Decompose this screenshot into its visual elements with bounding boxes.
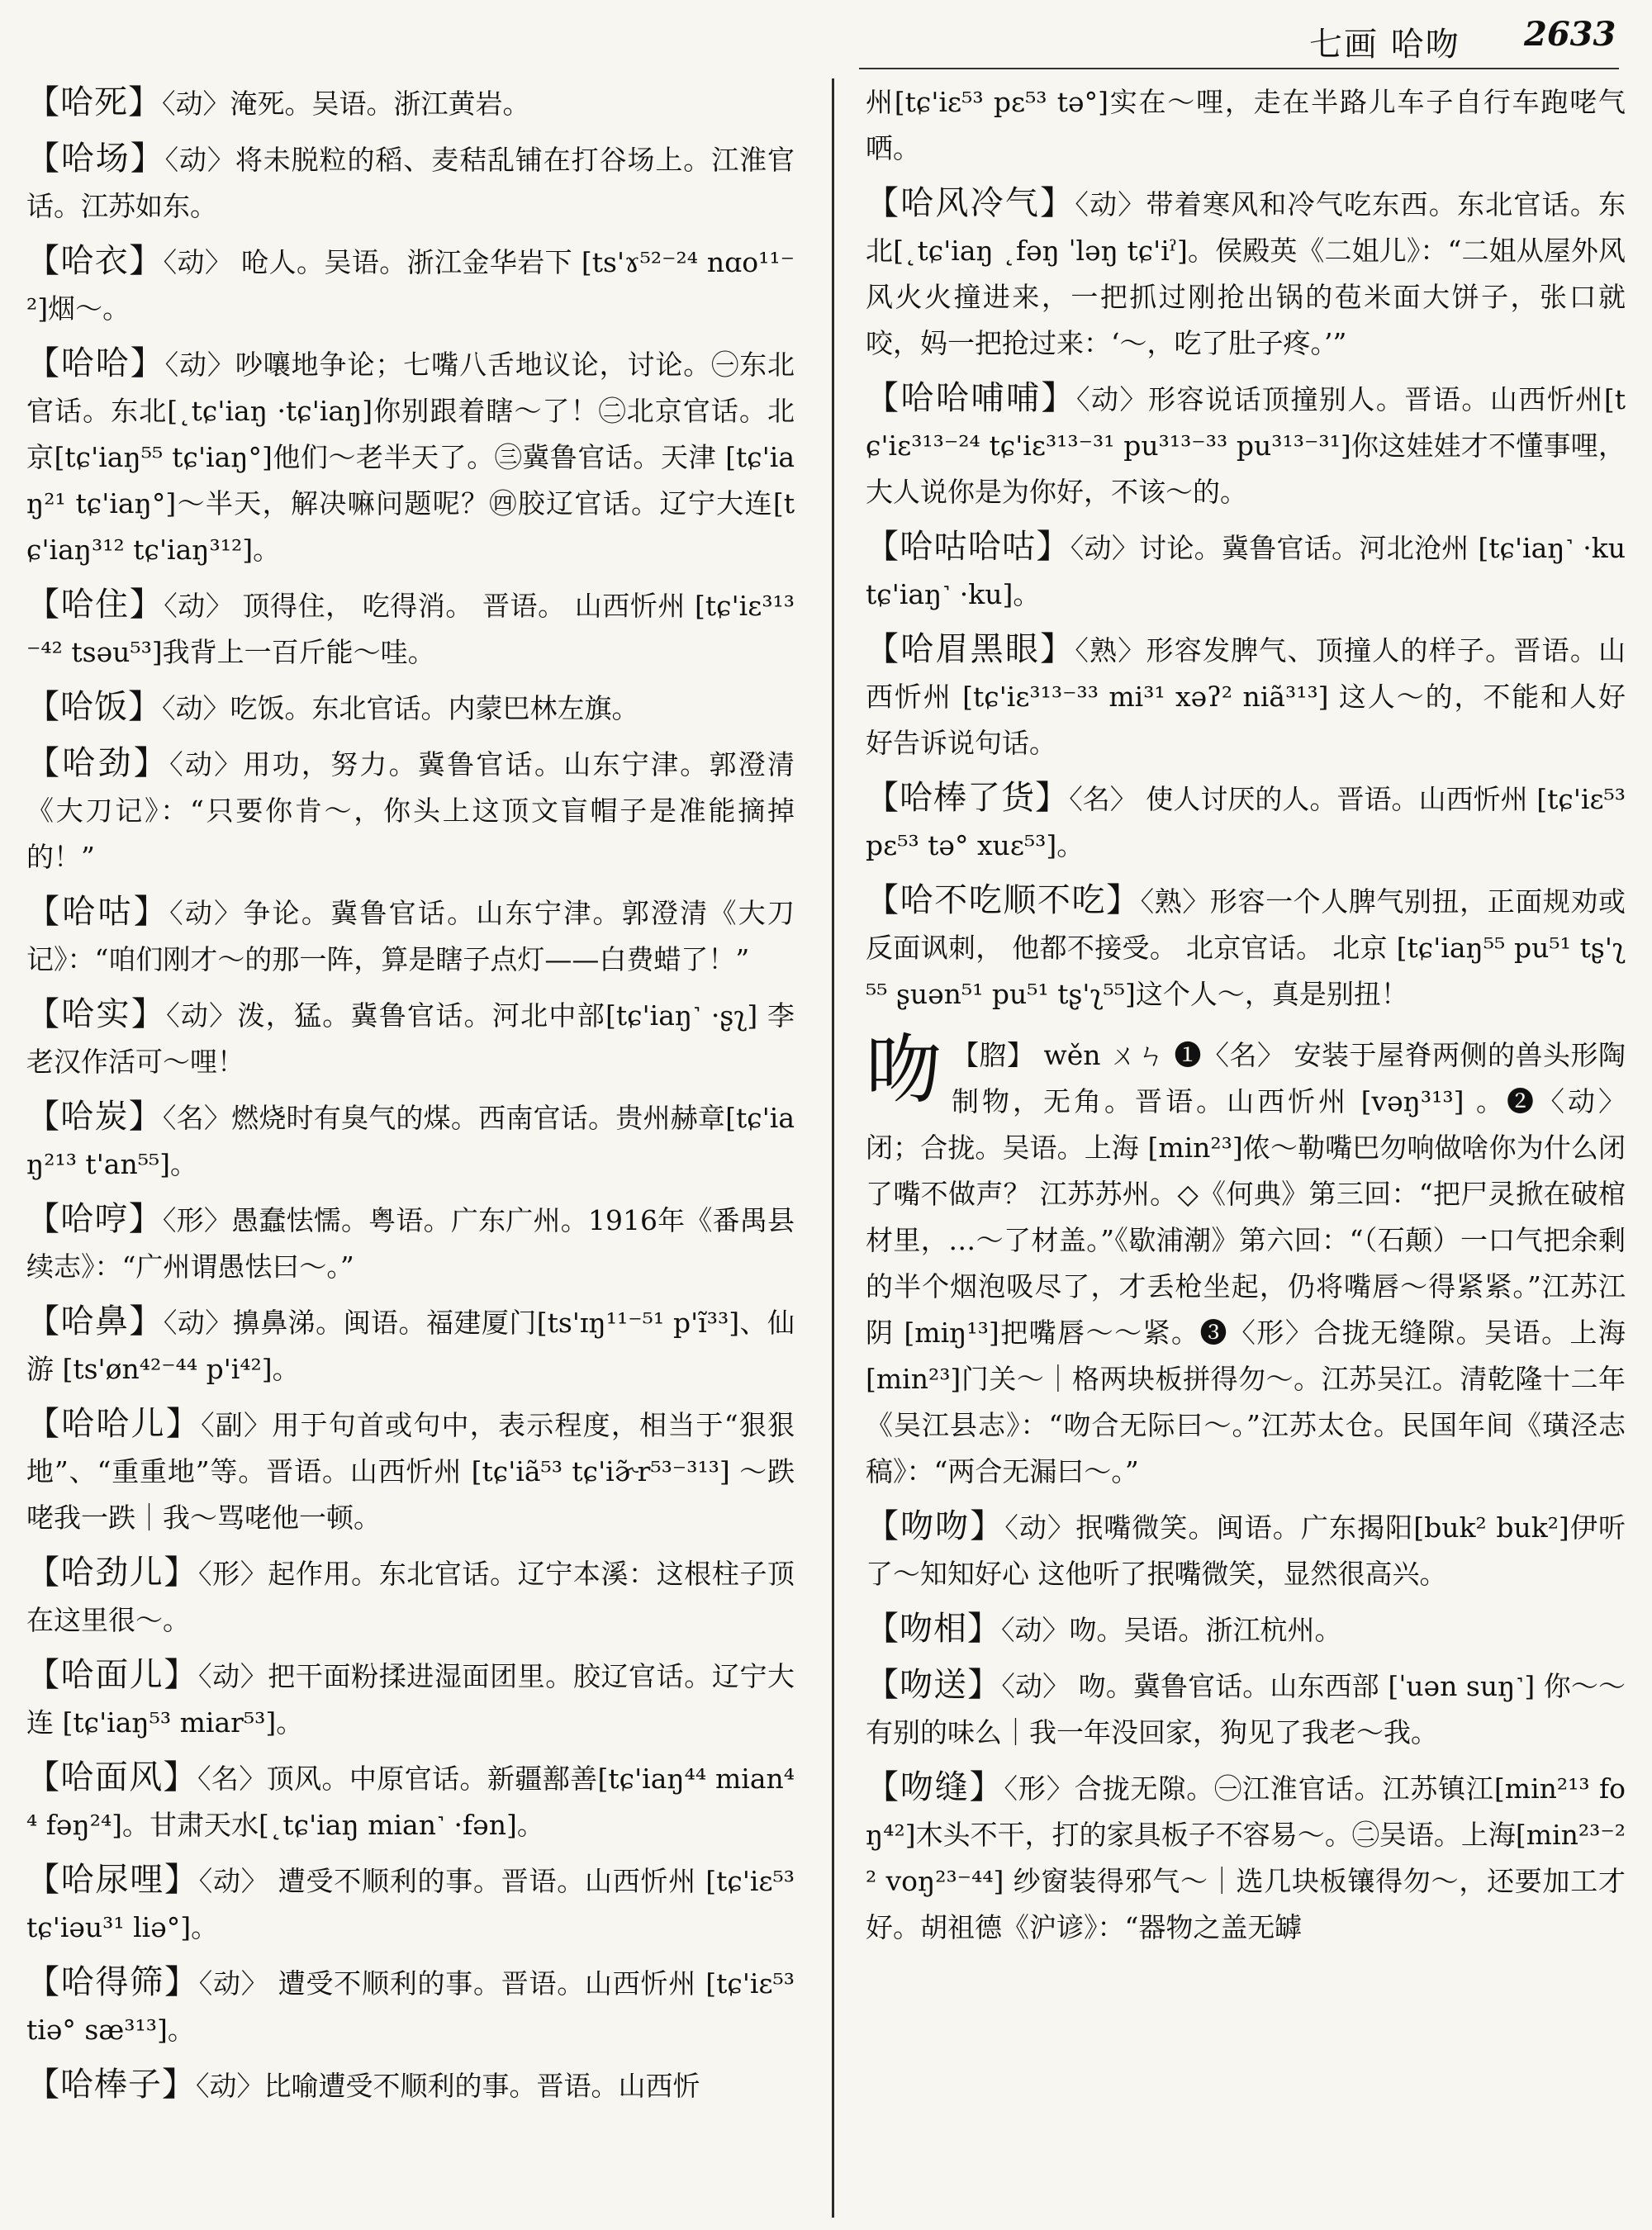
entry-definition: 〈动〉用功，努力。冀鲁官话。山东宁津。郭澄清《大刀记》：“只要你肯～，你头上这顶文盲帽子是准能摘掉的！” <box>26 748 795 873</box>
dictionary-entry <box>26 340 795 573</box>
header-rule <box>859 68 1619 69</box>
dictionary-entry <box>866 1662 1626 1756</box>
entry-definition: 〈熟〉形容发脾气、顶撞人的样子。晋语。山西忻州 [tɕ'iɛ³¹³⁻³³ mi³¹ xəʔ² niã³¹³] 这人～的，不能和人好好告诉说句话。 <box>866 634 1626 759</box>
entry-headword: 【 哈衣 】 <box>26 242 164 280</box>
entry-headword: 【 哈面儿 】 <box>26 1656 198 1694</box>
dictionary-entry <box>26 1959 795 2053</box>
dictionary-entry <box>866 375 1626 515</box>
dictionary-entry <box>26 991 795 1085</box>
dictionary-entry <box>26 740 795 880</box>
dictionary-entry <box>866 877 1626 1018</box>
char-headword: 吻 <box>866 1026 942 1114</box>
entry-definition: 〈动〉形容说话顶撞别人。晋语。山西忻州[tɕ'iɛ³¹³⁻²⁴ tɕ'iɛ³¹³⁻³¹ pu³¹³⁻³³ pu³¹³⁻³¹]你这娃娃才不懂事哩，大人说你是为你好，不该～的。 <box>866 383 1626 508</box>
entry-headword: 【 哈实 】 <box>26 995 166 1033</box>
dictionary-entry <box>26 1857 795 1951</box>
entry-definition: 〈动〉 顶得住， 吃得消。 晋语。 山西忻州 [tɕ'iɛ³¹³⁻⁴² tsəu⁵³]我背上一百斤能～哇。 <box>26 590 795 668</box>
char-definition: 【脗】 wěn ㄨㄣ ❶〈名〉 安装于屋脊两侧的兽头形陶制物，无角。晋语。山西忻州 [vəŋ³¹³] 。❷〈动〉 闭；合拢。吴语。上海 [min²³]侬～勒嘴巴勿响做啥你为什么闭了嘴不做声？ 江苏苏州。◇《何典》第三回：“把尸灵掀在破棺材里，…～了材盖。”《歇浦潮》第六回：“（石颠）一口气把余剩的半个烟泡吸尽了，才丢枪坐起，仍将嘴唇～得紧紧。”江苏江阴 [miŋ¹³]把嘴唇～～紧。❸〈形〉合拢无缝隙。吴语。上海 [min²³]门关～｜格两块板拼得勿～。江苏吴江。清乾隆十二年《吴江县志》：“吻合无际曰～。”江苏太仓。民国年间《璜泾志稿》：“两合无漏曰～。” <box>866 1039 1626 1487</box>
page-number: 2633 <box>1524 15 1616 54</box>
entry-headword: 【 哈棒了货 】 <box>866 779 1069 817</box>
dictionary-entry <box>26 1094 795 1188</box>
entry-definition: 〈动〉将未脱粒的稻、麦秸乱铺在打谷场上。江淮官话。江苏如东。 <box>26 144 795 222</box>
entry-definition: 〈动〉 遭受不顺利的事。晋语。山西忻州 [tɕ'iɛ⁵³ tiə° sæ³¹³]。 <box>26 1967 795 2046</box>
dictionary-entry <box>26 2062 795 2109</box>
entry-definition: 〈动〉泼，猛。冀鲁官话。河北中部[tɕ'iaŋ˺ ·ʂʅ] 李老汉作活可～哩！ <box>26 999 795 1078</box>
entry-definition: 〈动〉 遭受不顺利的事。晋语。山西忻州 [tɕ'iɛ⁵³ tɕ'iəu³¹ liə°]。 <box>26 1865 795 1943</box>
entry-headword: 【 哈咕哈咕 】 <box>866 528 1070 566</box>
entry-headword: 【 吻吻 】 <box>866 1507 1004 1545</box>
entry-definition: 〈名〉 使人讨厌的人。晋语。山西忻州 [tɕ'iɛ⁵³ pɛ⁵³ tə° xuɛ⁵³]。 <box>866 783 1626 861</box>
dictionary-entry <box>26 684 795 732</box>
right-entries-bottom <box>866 1503 1626 1951</box>
entry-headword: 【 哈死 】 <box>26 83 162 121</box>
dictionary-entry <box>26 79 795 127</box>
entry-headword: 【 吻缝 】 <box>866 1768 1004 1806</box>
dictionary-entry <box>866 524 1626 618</box>
entry-definition: 〈动〉吵嚷地争论；七嘴八舌地议论，讨论。㊀东北官话。东北[˛tɕ'iaŋ ·tɕ'iaŋ]你别跟着瞎～了！㊁北京官话。北京[tɕ'iaŋ⁵⁵ tɕ'iaŋ°]他们～老半天了。㊂冀鲁官话。天津 [tɕ'iaŋ²¹ tɕ'iaŋ°]～半天，解决嘛问题呢？㊃胶辽官话。辽宁大连[tɕ'iaŋ³¹² tɕ'iaŋ³¹²]。 <box>26 349 795 566</box>
column-divider <box>832 78 834 2218</box>
entry-definition: 〈熟〉形容一个人脾气别扭，正面规劝或反面讽刺， 他都不接受。 北京官话。 北京 [tɕ'iaŋ⁵⁵ pu⁵¹ tʂ'ʅ⁵⁵ ʂuən⁵¹ pu⁵¹ tʂ'ʅ⁵⁵]这个人～，真是别扭！ <box>866 885 1626 1010</box>
dictionary-entry <box>26 135 795 230</box>
dictionary-entry <box>26 1196 795 1290</box>
entry-definition: 〈动〉擤鼻涕。闽语。福建厦门[ts'ɪŋ¹¹⁻⁵¹ p'ĩ³³]、仙游 [ts'øn⁴²⁻⁴⁴ p'i⁴²]。 <box>26 1307 795 1385</box>
dictionary-entry <box>866 79 1626 172</box>
entry-headword: 【 哈得筛 】 <box>26 1963 199 2001</box>
entry-headword: 【 吻相 】 <box>866 1610 1001 1648</box>
entry-headword: 【 吻送 】 <box>866 1666 1001 1704</box>
entry-definition: 州[tɕ'iɛ⁵³ pɛ⁵³ tə°]实在～哩，走在半路儿车子自行车跑咾气哂。 <box>866 86 1626 164</box>
entry-definition: 〈动〉淹死。吴语。浙江黄岩。 <box>162 88 530 120</box>
entry-definition: 〈动〉带着寒风和冷气吃东西。东北官话。东北[˛tɕ'iaŋ ˛fəŋ ˈləŋ tɕ'iˀ]。侯殿英《二姐儿》：“二姐从屋外风风火火撞进来，一把抓过刚抢出锅的苞米面大饼子，张口就咬，妈一把抢过来：‘～，吃了肚子疼。’” <box>866 188 1626 359</box>
entry-definition: 〈动〉把干面粉揉进湿面团里。胶辽官话。辽宁大连 [tɕ'iaŋ⁵³ miar⁵³]。 <box>26 1660 795 1739</box>
dictionary-entry <box>866 180 1626 367</box>
entry-headword: 【 哈鼻 】 <box>26 1302 164 1340</box>
dictionary-entry <box>866 626 1626 766</box>
entry-definition: 〈动〉抿嘴微笑。闽语。广东揭阳[buk² buk²]伊听了～知知好心 这他听了抿嘴微笑，显然很高兴。 <box>866 1511 1626 1590</box>
entry-headword: 【 哈咕 】 <box>26 893 169 931</box>
entry-definition: 〈动〉 呛人。吴语。浙江金华岩下 [ts'ɤ⁵²⁻²⁴ nɑo¹¹⁻²]烟～。 <box>26 246 795 325</box>
dictionary-entry <box>26 1401 795 1541</box>
dictionary-entry <box>26 1754 795 1848</box>
char-entry <box>866 1026 1626 1495</box>
entry-definition: 〈形〉愚蠢怯懦。粤语。广东广州。1916年《番禺县续志》：“广州谓愚怯曰～。” <box>26 1204 795 1283</box>
entry-definition: 〈动〉比喻遭受不顺利的事。晋语。山西忻 <box>196 2070 700 2102</box>
dictionary-entry <box>866 1764 1626 1951</box>
entry-headword: 【 哈眉黑眼 】 <box>866 630 1075 668</box>
entry-definition: 〈形〉起作用。东北官话。辽宁本溪：这根柱子顶在这里很～。 <box>26 1558 795 1636</box>
dictionary-entry <box>26 889 795 983</box>
entry-definition: 〈动〉吻。吴语。浙江杭州。 <box>1001 1614 1342 1646</box>
entry-definition: 〈动〉 吻。冀鲁官话。山东西部 [ˈuən suŋ˺] 你～～有别的味么｜我一年没回家，狗见了我老～我。 <box>866 1670 1626 1748</box>
section-title: 七画 哈吻 <box>1309 26 1460 64</box>
entry-headword: 【 哈哈儿 】 <box>26 1405 201 1443</box>
entry-headword: 【 哈场 】 <box>26 140 165 178</box>
entry-headword: 【 哈饭 】 <box>26 688 162 726</box>
entry-headword: 【 哈劲儿 】 <box>26 1554 198 1592</box>
right-entries-top <box>866 79 1626 1018</box>
entry-definition: 〈形〉合拢无隙。㊀江淮官话。江苏镇江[min²¹³ foŋ⁴²]木头不干，打的家具板子不容易～。㊁吴语。上海[min²³⁻²² voŋ²³⁻⁴⁴] 纱窗装得邪气～｜选几块板镶得勿～，还要加工才好。胡祖德《沪谚》：“器物之盖无罅 <box>866 1772 1626 1943</box>
entry-headword: 【 哈住 】 <box>26 586 164 624</box>
dictionary-entry <box>26 1549 795 1644</box>
entry-definition: 〈名〉燃烧时有臭气的煤。西南官话。贵州赫章[tɕ'iaŋ²¹³ t'an⁵⁵]。 <box>26 1102 795 1180</box>
entry-definition: 〈动〉吃饭。东北官话。内蒙巴林左旗。 <box>162 692 639 724</box>
entry-definition: 〈动〉争论。冀鲁官话。山东宁津。郭澄清《大刀记》：“咱们刚才～的那一阵，算是瞎子点灯——白费蜡了！” <box>26 897 795 975</box>
dictionary-entry <box>866 775 1626 869</box>
left-column <box>26 79 795 2118</box>
entry-headword: 【 哈哈哺哺 】 <box>866 379 1076 417</box>
dictionary-entry <box>26 238 795 332</box>
entry-headword: 【 哈炭 】 <box>26 1098 163 1136</box>
entry-headword: 【 哈不吃顺不吃 】 <box>866 881 1141 919</box>
entry-headword: 【 哈尿哩 】 <box>26 1861 199 1899</box>
entry-headword: 【 哈面风 】 <box>26 1758 197 1796</box>
entry-headword: 【 哈劲 】 <box>26 744 169 782</box>
dictionary-entry <box>866 1606 1626 1654</box>
dictionary-entry <box>866 1503 1626 1597</box>
entry-headword: 【 哈哼 】 <box>26 1200 163 1238</box>
page-header <box>0 12 1652 69</box>
entry-definition: 〈名〉顶风。中原官话。新疆鄯善[tɕ'iaŋ⁴⁴ mian⁴⁴ fəŋ²⁴]。甘肃天水[˛tɕ'iaŋ mian˺ ·fən]。 <box>26 1763 795 1841</box>
dictionary-entry <box>26 1652 795 1746</box>
entry-headword: 【 哈风冷气 】 <box>866 184 1075 222</box>
entry-definition: 〈副〉用于句首或句中，表示程度，相当于“狠狠地”、“重重地”等。晋语。山西忻州 [tɕ'iã⁵³ tɕ'iɚ̃r⁵³⁻³¹³] ～跌咾我一跌｜我～骂咾他一顿。 <box>26 1409 795 1534</box>
entry-headword: 【 哈棒子 】 <box>26 2066 196 2104</box>
dictionary-entry <box>26 581 795 676</box>
entry-headword: 【 哈哈 】 <box>26 344 165 382</box>
right-column <box>866 79 1626 1959</box>
dictionary-entry <box>26 1298 795 1393</box>
entry-definition: 〈动〉讨论。冀鲁官话。河北沧州 [tɕ'iaŋ˺ ·ku tɕ'iaŋ˺ ·ku]。 <box>866 532 1626 610</box>
